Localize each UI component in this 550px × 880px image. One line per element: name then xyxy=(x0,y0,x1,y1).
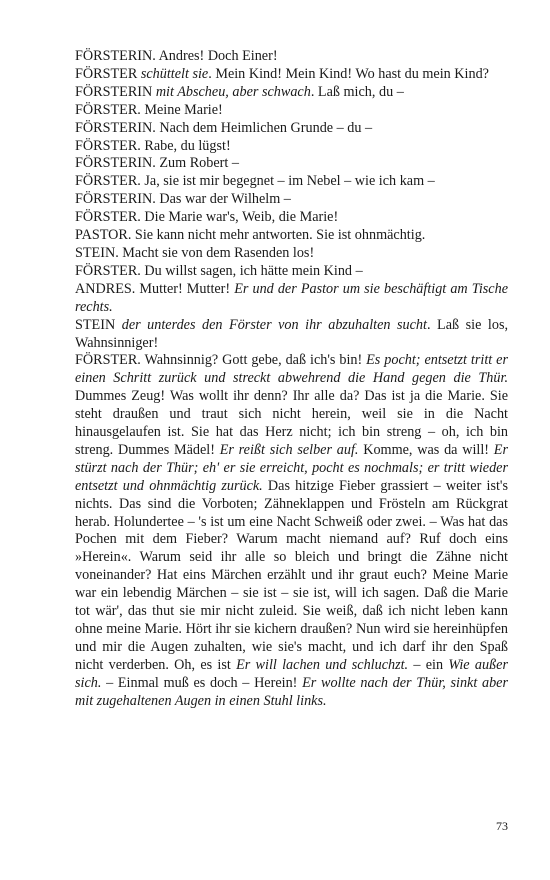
dialogue-paragraph xyxy=(75,120,508,138)
dialogue-text: FÖRSTER. Rabe, du lügst! xyxy=(75,137,231,154)
dialogue-text: – ein xyxy=(408,656,449,673)
dialogue-text: FÖRSTER. Du willst sagen, ich hätte mein Kind – xyxy=(75,262,363,279)
stage-direction: schüttelt sie xyxy=(140,65,209,82)
dialogue-paragraph xyxy=(75,263,508,281)
dialogue-text: Komme, was da will! xyxy=(358,441,494,458)
page-number: 73 xyxy=(496,819,508,833)
stage-direction: Er wollte nach der Thür, sinkt aber mit zugehaltenen Augen in einen Stuhl links. xyxy=(75,674,509,709)
dialogue-paragraph xyxy=(75,209,508,227)
stage-direction: Er und der Pastor um sie beschäftigt am Tische rechts. xyxy=(75,280,508,315)
dialogue-paragraph xyxy=(75,245,508,263)
dialogue-text: FÖRSTER. Meine Marie! xyxy=(75,101,223,118)
stage-direction: Er stürzt nach der Thür; eh' er sie erreicht, pocht es nochmals; er tritt wieder entsetzt und ohnmächtig zurück. xyxy=(75,441,508,494)
dialogue-paragraph xyxy=(75,191,508,209)
stage-direction: Wie außer sich. xyxy=(75,656,508,691)
dialogue-text: . Mein Kind! Mein Kind! Wo hast du mein Kind? xyxy=(208,65,489,82)
page-text-block xyxy=(75,48,508,711)
dialogue-paragraph xyxy=(75,352,508,710)
dialogue-text: FÖRSTERIN. Andres! Doch Einer! xyxy=(75,48,278,64)
dialogue-text: FÖRSTERIN xyxy=(75,83,156,100)
dialogue-text: FÖRSTERIN. Zum Robert – xyxy=(75,155,239,172)
dialogue-text: STEIN. Macht sie von dem Rasenden los! xyxy=(75,244,315,261)
stage-direction: mit Abscheu, aber schwach xyxy=(155,83,311,100)
dialogue-text: ANDRES. Mutter! Mutter! xyxy=(75,280,235,297)
dialogue-text: FÖRSTERIN. Das war der Wilhelm – xyxy=(75,191,291,208)
stage-direction: Es pocht; entsetzt tritt er einen Schritt zurück und streckt abwehrend die Hand gegen die Thür. xyxy=(75,352,508,387)
dialogue-text: STEIN xyxy=(75,316,122,333)
dialogue-text: FÖRSTERIN. Nach dem Heimlichen Grunde – du – xyxy=(75,119,373,136)
dialogue-paragraph xyxy=(75,66,508,84)
dialogue-text: . Laß mich, du – xyxy=(310,83,404,100)
dialogue-text: PASTOR. Sie kann nicht mehr antworten. Sie ist ohnmächtig. xyxy=(75,227,426,244)
stage-direction: Er reißt sich selber auf. xyxy=(219,441,359,458)
dialogue-text: FÖRSTER. Die Marie war's, Weib, die Marie! xyxy=(75,209,339,226)
stage-direction: der unterdes den Förster von ihr abzuhalten sucht xyxy=(121,316,427,333)
dialogue-paragraph xyxy=(75,281,508,317)
dialogue-paragraph xyxy=(75,48,508,66)
dialogue-paragraph xyxy=(75,317,508,353)
dialogue-paragraph xyxy=(75,173,508,191)
dialogue-paragraph xyxy=(75,227,508,245)
dialogue-text: – Einmal muß es doch – Herein! xyxy=(101,674,303,691)
dialogue-text: FÖRSTER xyxy=(75,65,141,82)
dialogue-paragraph xyxy=(75,84,508,102)
dialogue-paragraph xyxy=(75,155,508,173)
dialogue-paragraph xyxy=(75,138,508,156)
dialogue-text: FÖRSTER. Ja, sie ist mir begegnet – im Nebel – wie ich kam – xyxy=(75,173,435,190)
dialogue-text: Das hitzige Fieber grassiert – weiter ist's nichts. Das sind die Vorboten; Zähneklappen und Frösteln am Rückgrat herab. Holundertee – 's ist um eine Nacht Schweiß oder zwei. – Was hat das Pochen mit dem Fieber? Warum macht niemand auf? Ruf doch eins »Herein«. Warum seid ihr alle so bleich und bringt die Zähne nicht voneinander? Hat eins Märchen erzählt und ihr graut euch? Meine Marie war ein lebendig Märchen – sie ist – sie ist, will ich sagen. Daß die Marie tot wär', das thut sie mir nicht zuleid. Sie weiß, daß ich nicht leben kann ohne meine Marie. Hört ihr sie kichern draußen? Nun wird sie hereinhüpfen und mir die Augen zuhalten, wie sie's macht, und ich darf ihr den Spaß nicht verderben. Oh, es ist xyxy=(75,477,508,673)
dialogue-text: FÖRSTER. Wahnsinnig? Gott gebe, daß ich's bin! xyxy=(75,352,367,369)
stage-direction: Er will lachen und schluchzt. xyxy=(236,656,409,673)
dialogue-text: Dummes Zeug! Was wollt ihr denn? Ihr alle da? Das ist ja die Marie. Sie steht draußen und traut sich nicht herein, weil sie in die Nacht hinausgelaufen ist. Sie hat das Herz nicht; ich bin streng – oh, ich bin streng. Dummes Mädel! xyxy=(75,388,508,458)
dialogue-paragraph xyxy=(75,102,508,120)
dialogue-text: . Laß sie los, Wahnsinniger! xyxy=(75,316,509,351)
